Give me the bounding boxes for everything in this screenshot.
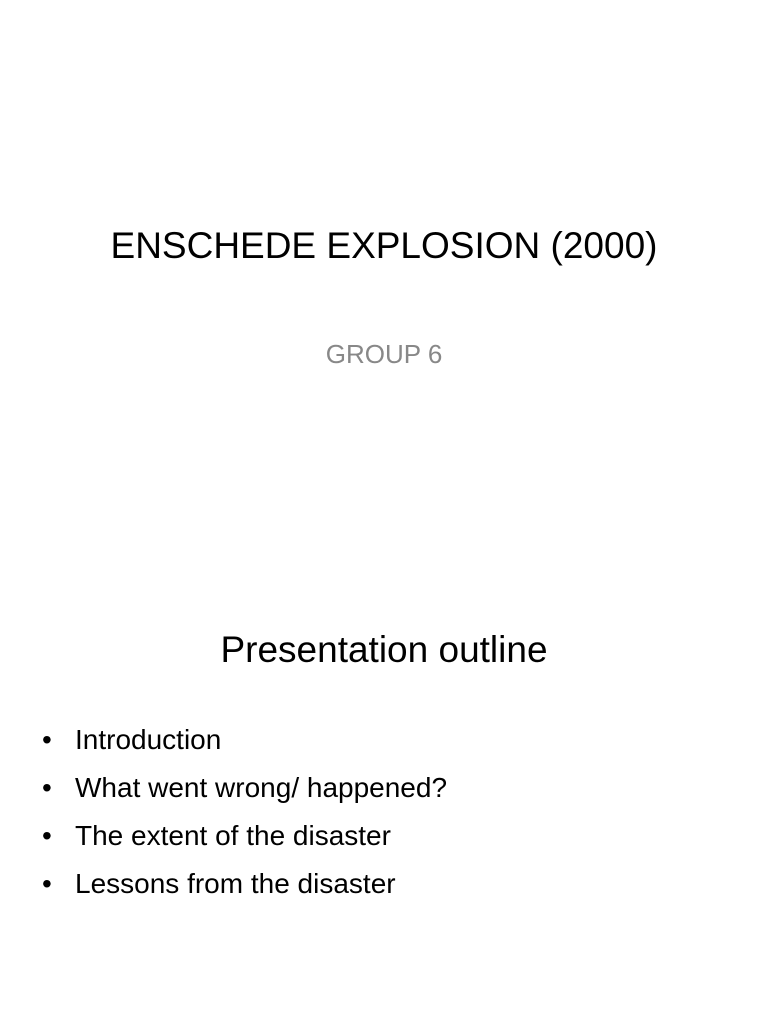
list-item	[40, 812, 447, 860]
list-item	[40, 716, 447, 764]
list-item	[40, 860, 447, 908]
slide-title: ENSCHEDE EXPLOSION (2000)	[110, 225, 658, 266]
list-item	[40, 764, 447, 812]
list-item-text: Lessons from the disaster	[75, 868, 396, 899]
list-item-text: The extent of the disaster	[75, 820, 391, 851]
slide-subtitle: GROUP 6	[325, 339, 443, 369]
list-item-text: Introduction	[75, 724, 222, 755]
outline-slide	[0, 512, 768, 1024]
bullet-icon: •	[42, 772, 52, 803]
outline-list	[40, 716, 447, 908]
bullet-icon: •	[42, 868, 52, 899]
outline-title: Presentation outline	[220, 629, 548, 670]
bullet-icon: •	[42, 724, 52, 755]
bullet-icon: •	[42, 820, 52, 851]
list-item-text: What went wrong/ happened?	[75, 772, 448, 803]
